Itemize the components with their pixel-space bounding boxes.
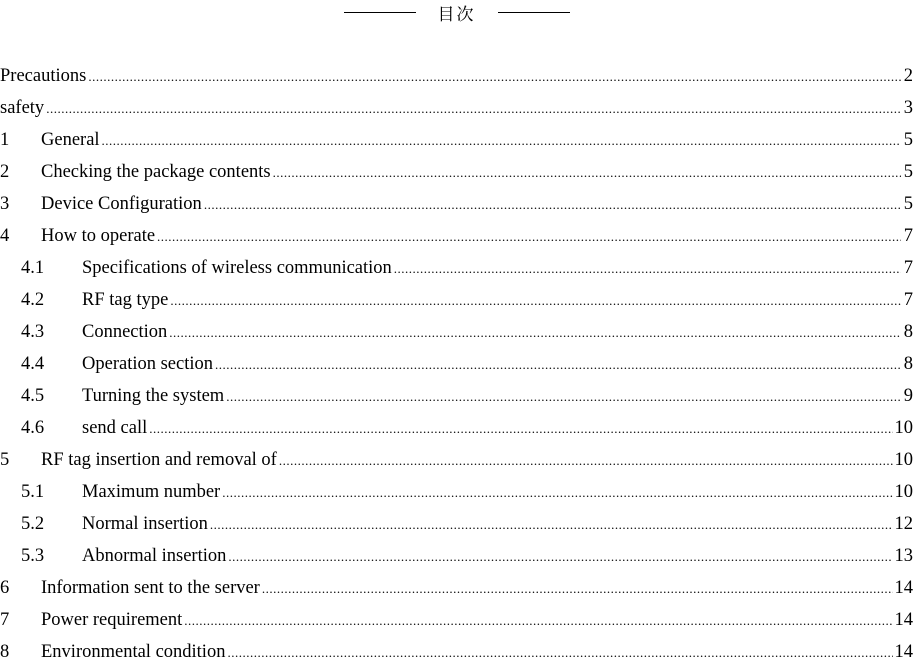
toc-entry-label: Normal insertion: [82, 512, 208, 536]
toc-entry[interactable]: [0, 416, 913, 448]
toc-entry-label: Turning the system: [82, 384, 224, 408]
toc-title: 目次: [438, 0, 476, 25]
toc-entry-label: send call: [82, 416, 147, 440]
toc-heading: [0, 0, 913, 24]
toc-entry-page-number: 5: [903, 128, 913, 152]
dot-leader: [170, 289, 901, 313]
toc-entry[interactable]: [0, 224, 913, 256]
toc-entry-page-number: 10: [895, 480, 913, 504]
toc-entry[interactable]: [0, 448, 913, 480]
toc-entry[interactable]: [0, 192, 913, 224]
dot-leader: [204, 193, 901, 217]
table-of-contents: [0, 64, 913, 672]
toc-entry-page-number: 14: [895, 608, 913, 632]
toc-entry[interactable]: [0, 480, 913, 512]
toc-entry-number: 4.5: [21, 384, 82, 408]
toc-entry-label: Environmental condition: [41, 640, 225, 664]
toc-entry-page-number: 14: [895, 576, 913, 600]
toc-entry-number: 4.6: [21, 416, 82, 440]
dot-leader: [46, 97, 901, 121]
toc-entry[interactable]: [0, 128, 913, 160]
toc-entry-label: Power requirement: [41, 608, 182, 632]
toc-entry[interactable]: [0, 96, 913, 128]
toc-entry-number: 5.1: [21, 480, 82, 504]
toc-entry[interactable]: [0, 512, 913, 544]
dot-leader: [222, 481, 892, 505]
toc-entry-label: Maximum number: [82, 480, 220, 504]
toc-entry-label: How to operate: [41, 224, 155, 248]
toc-entry-page-number: 7: [903, 288, 913, 312]
heading-rule-left: [344, 12, 416, 13]
dot-leader: [226, 385, 901, 409]
toc-entry[interactable]: [0, 544, 913, 576]
toc-entry-label: Checking the package contents: [41, 160, 271, 184]
toc-entry-number: 6: [0, 576, 41, 600]
toc-entry-label: General: [41, 128, 100, 152]
toc-entry[interactable]: [0, 288, 913, 320]
toc-entry-page-number: 7: [903, 224, 913, 248]
dot-leader: [227, 641, 892, 665]
toc-entry-number: 3: [0, 192, 41, 216]
toc-entry-number: 5.2: [21, 512, 82, 536]
toc-entry-number: 5.3: [21, 544, 82, 568]
toc-entry-label: RF tag insertion and removal of: [41, 448, 277, 472]
dot-leader: [157, 225, 901, 249]
dot-leader: [215, 353, 901, 377]
toc-entry-label: Connection: [82, 320, 167, 344]
toc-entry[interactable]: [0, 576, 913, 608]
toc-entry-page-number: 9: [903, 384, 913, 408]
toc-entry-number: 5: [0, 448, 41, 472]
toc-entry-label: Precautions: [0, 64, 86, 88]
toc-entry-page-number: 12: [895, 512, 913, 536]
toc-entry[interactable]: [0, 384, 913, 416]
dot-leader: [279, 449, 893, 473]
heading-rule-right: [498, 12, 570, 13]
dot-leader: [394, 257, 901, 281]
toc-entry[interactable]: [0, 608, 913, 640]
toc-entry-label: Device Configuration: [41, 192, 202, 216]
toc-entry-number: 4: [0, 224, 41, 248]
toc-entry-number: 4.2: [21, 288, 82, 312]
dot-leader: [184, 609, 892, 633]
toc-entry-page-number: 14: [895, 640, 913, 664]
toc-entry[interactable]: [0, 160, 913, 192]
dot-leader: [149, 417, 892, 441]
toc-entry-label: RF tag type: [82, 288, 168, 312]
toc-entry-number: 4.1: [21, 256, 82, 280]
dot-leader: [169, 321, 901, 345]
toc-entry-label: Abnormal insertion: [82, 544, 226, 568]
toc-entry[interactable]: [0, 640, 913, 672]
toc-entry-page-number: 3: [903, 96, 913, 120]
dot-leader: [273, 161, 901, 185]
toc-entry[interactable]: [0, 320, 913, 352]
toc-entry-page-number: 13: [895, 544, 913, 568]
toc-entry-page-number: 10: [895, 448, 913, 472]
toc-entry-page-number: 5: [903, 192, 913, 216]
dot-leader: [102, 129, 901, 153]
toc-entry-page-number: 10: [895, 416, 913, 440]
dot-leader: [228, 545, 892, 569]
toc-entry[interactable]: [0, 256, 913, 288]
toc-entry-label: safety: [0, 96, 44, 120]
toc-entry[interactable]: [0, 352, 913, 384]
toc-entry-page-number: 8: [903, 352, 913, 376]
toc-entry-number: 4.4: [21, 352, 82, 376]
toc-entry-number: 1: [0, 128, 41, 152]
toc-entry-page-number: 5: [903, 160, 913, 184]
toc-entry-label: Specifications of wireless communication: [82, 256, 392, 280]
dot-leader: [262, 577, 893, 601]
toc-entry-page-number: 8: [903, 320, 913, 344]
toc-entry-label: Operation section: [82, 352, 213, 376]
toc-entry-label: Information sent to the server: [41, 576, 260, 600]
dot-leader: [210, 513, 893, 537]
dot-leader: [88, 65, 901, 89]
toc-entry-number: 2: [0, 160, 41, 184]
toc-entry[interactable]: [0, 64, 913, 96]
toc-entry-page-number: 7: [903, 256, 913, 280]
toc-entry-number: 4.3: [21, 320, 82, 344]
toc-entry-page-number: 2: [903, 64, 913, 88]
toc-entry-number: 8: [0, 640, 41, 664]
toc-entry-number: 7: [0, 608, 41, 632]
